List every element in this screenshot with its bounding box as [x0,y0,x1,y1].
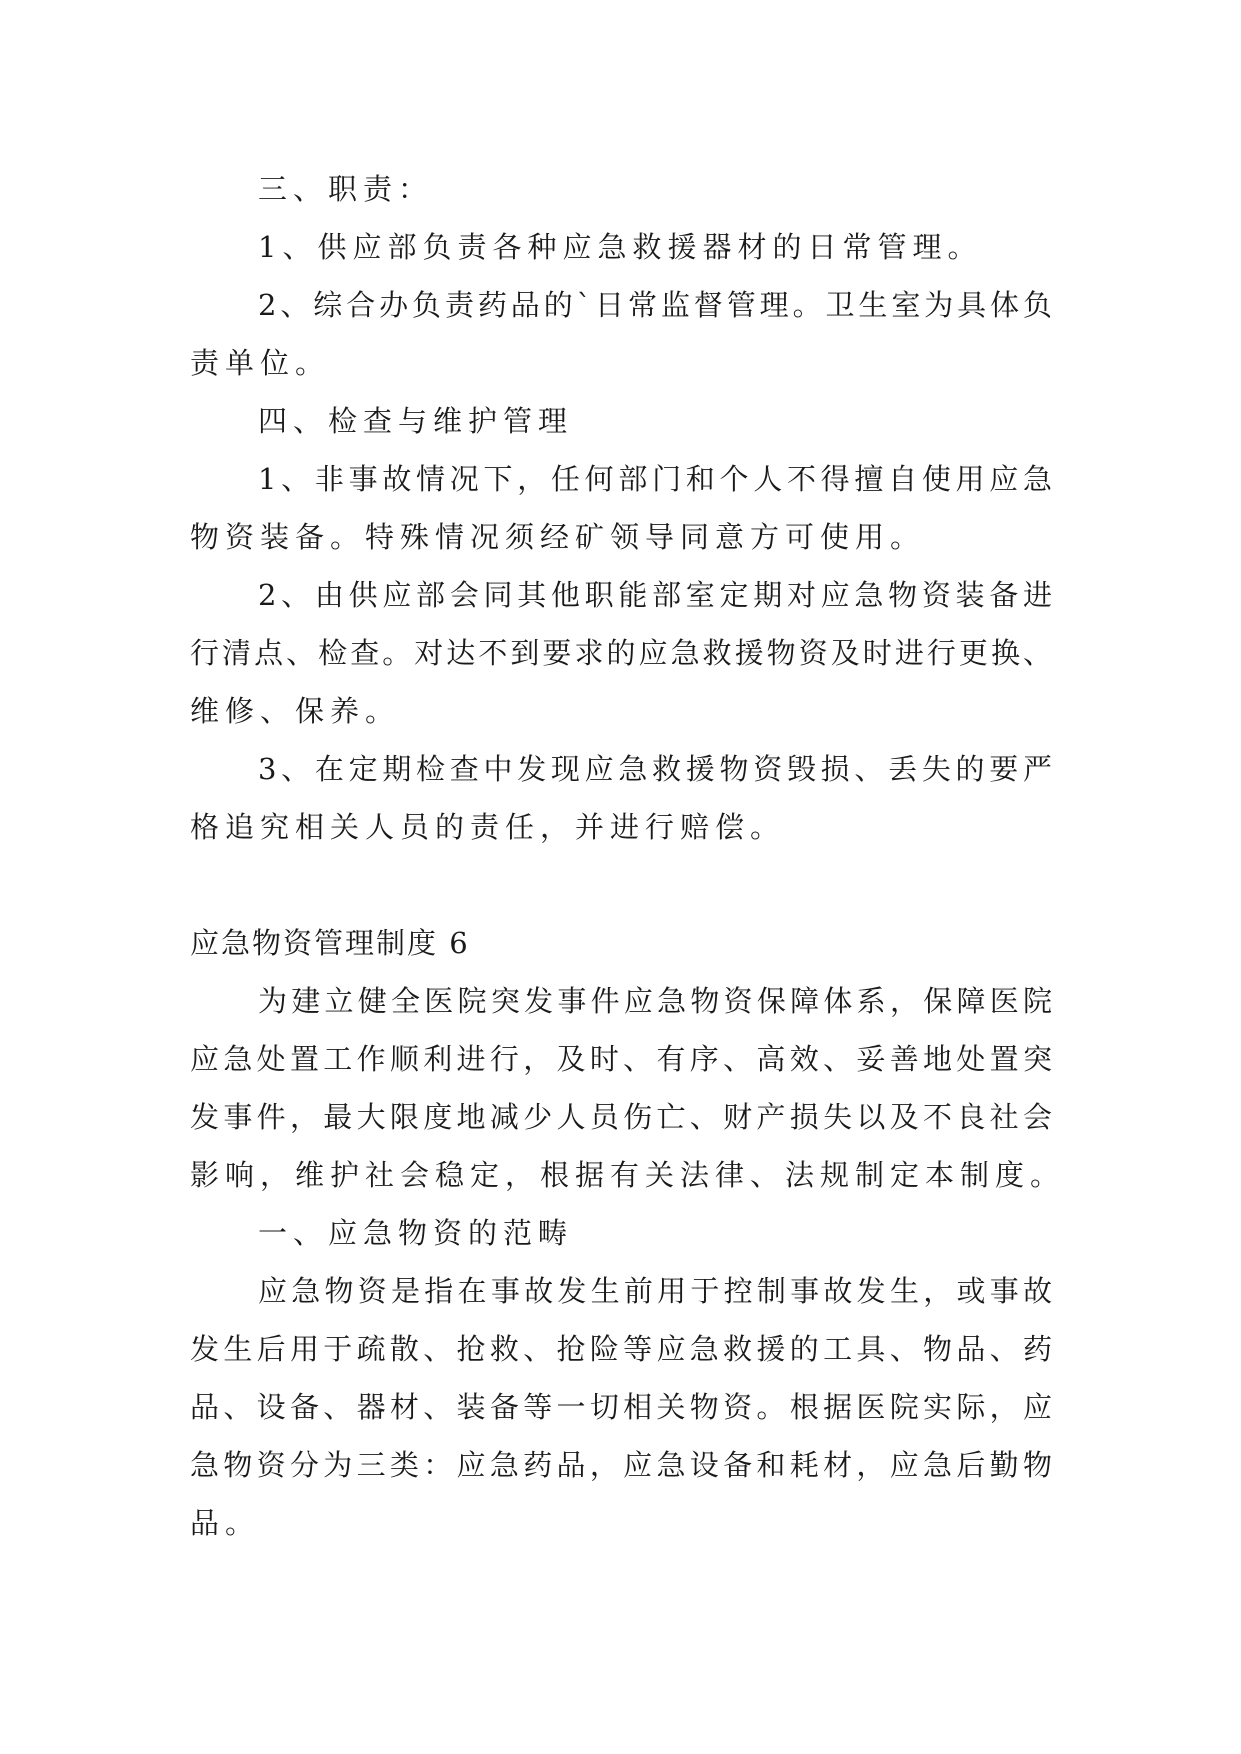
paragraph-line: 1、供应部负责各种应急救援器材的日常管理。 [258,230,983,264]
section-heading-inspection: 四、检查与维护管理 [258,404,574,438]
paragraph-line: 发生后用于疏散、抢救、抢险等应急救援的工具、物品、药 [190,1332,1052,1366]
paragraph-line: 品。 [190,1506,261,1540]
paragraph-line: 维修、保养。 [190,694,401,728]
paragraph-line: 为建立健全医院突发事件应急物资保障体系，保障医院 [258,984,1052,1018]
paragraph-line: 物资装备。特殊情况须经矿领导同意方可使用。 [190,520,926,554]
paragraph-line: 应急物资是指在事故发生前用于控制事故发生，或事故 [258,1274,1052,1308]
section-heading-scope: 一、应急物资的范畴 [258,1216,574,1250]
document-body [190,160,1066,1552]
paragraph-line: 1、非事故情况下，任何部门和个人不得擅自使用应急 [258,462,1052,496]
paragraph-line: 发事件，最大限度地减少人员伤亡、财产损失以及不良社会 [190,1100,1052,1134]
paragraph-line: 2、由供应部会同其他职能部室定期对应急物资装备进 [258,578,1052,612]
paragraph-line: 3、在定期检查中发现应急救援物资毁损、丢失的要严 [258,752,1052,786]
paragraph-line: 品、设备、器材、装备等一切相关物资。根据医院实际，应 [190,1390,1052,1424]
paragraph-line: 急物资分为三类：应急药品，应急设备和耗材，应急后勤物 [190,1448,1052,1482]
document-section-title: 应急物资管理制度 6 [190,926,470,960]
section-spacer [190,856,1052,914]
section-heading-duties: 三、职责： [258,172,434,206]
paragraph-line: 责单位。 [190,346,331,380]
paragraph-line: 应急处置工作顺利进行，及时、有序、高效、妥善地处置突 [190,1042,1052,1076]
paragraph-line: 格追究相关人员的责任，并进行赔偿。 [190,810,786,844]
paragraph-line: 行清点、检查。对达不到要求的应急救援物资及时进行更换、 [190,636,1052,670]
paragraph-line: 影响，维护社会稳定，根据有关法律、法规制定本制度。 [190,1158,1066,1192]
paragraph-line: 2、综合办负责药品的`日常监督管理。卫生室为具体负 [258,288,1052,322]
